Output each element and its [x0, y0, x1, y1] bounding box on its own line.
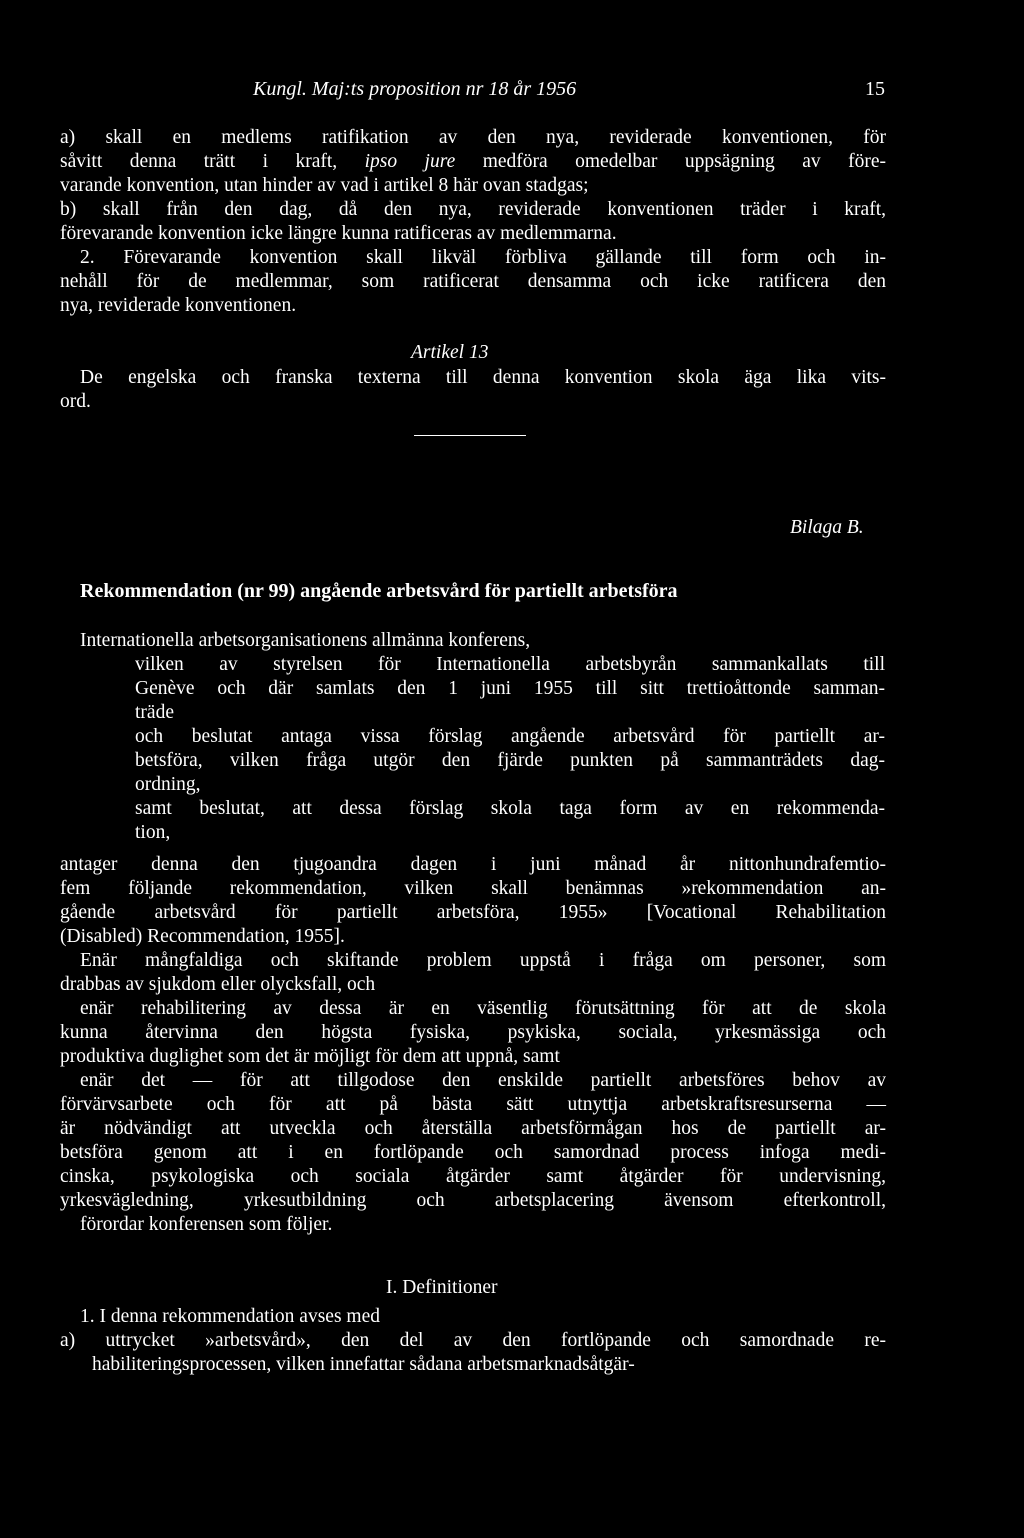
section-1-line-2: a) uttrycket »arbetsvård», den del av den fortlöpande och samordnade re- [60, 1330, 886, 1351]
article-13-line-2: ord. [60, 391, 91, 412]
section-1-heading: I. Definitioner [386, 1277, 498, 1298]
whereas-line-3: enär rehabilitering av dessa är en väsentlig förutsättning för att de skola [80, 998, 886, 1019]
para-b-line-1: b) skall från den dag, då den nya, reviderade konventionen träder i kraft, [60, 199, 886, 220]
para-2-line-1: 2. Förevarande konvention skall likväl förbliva gällande till form och in- [80, 247, 886, 268]
preamble-line-4: träde [135, 702, 174, 723]
annex-label: Bilaga B. [790, 517, 864, 538]
whereas-line-9: betsföra genom att i en fortlöpande och samordnad process infoga medi- [60, 1142, 886, 1163]
preamble-line-1: Internationella arbetsorganisationens allmänna konferens, [80, 630, 531, 651]
whereas-line-4: kunna återvinna den högsta fysiska, psykiska, sociala, yrkesmässiga och [60, 1022, 886, 1043]
para-a-line-3: varande konvention, utan hinder av vad i artikel 8 här ovan stadgas; [60, 175, 589, 196]
para-2-line-3: nya, reviderade konventionen. [60, 295, 297, 316]
whereas-line-12: förordar konferensen som följer. [80, 1214, 333, 1235]
adopts-line-4: (Disabled) Recommendation, 1955]. [60, 926, 345, 947]
whereas-line-6: enär det — för att tillgodose den enskilde partiellt arbetsföres behov av [80, 1070, 886, 1091]
article-13-line-1: De engelska och franska texterna till denna konvention skola äga lika vits- [80, 367, 886, 388]
whereas-line-11: yrkesvägledning, yrkesutbildning och arbetsplacering ävensom efterkontroll, [60, 1190, 886, 1211]
recommendation-title: Rekommendation (nr 99) angående arbetsvård för partiellt arbetsföra [80, 580, 678, 602]
adopts-line-1: antager denna den tjugoandra dagen i juni månad år nittonhundrafemtio- [60, 854, 886, 875]
section-1-line-1: 1. I denna rekommendation avses med [80, 1306, 380, 1327]
whereas-line-5: produktiva duglighet som det är möjligt för dem att uppnå, samt [60, 1046, 560, 1067]
preamble-line-5: och beslutat antaga vissa förslag angående arbetsvård för partiellt ar- [135, 726, 885, 747]
preamble-line-7: ordning, [135, 774, 201, 795]
whereas-line-7: förvärvsarbete och för att på bästa sätt utnyttja arbetskraftsresurserna — [60, 1094, 886, 1115]
whereas-line-8: är nödvändigt att utveckla och återställa arbetsförmågan hos de partiellt ar- [60, 1118, 886, 1139]
para-a-line-1: a) skall en medlems ratifikation av den nya, reviderade konventionen, för [60, 127, 886, 148]
adopts-line-3: gående arbetsvård för partiellt arbetsföra, 1955» [Vocational Rehabilitation [60, 902, 886, 923]
adopts-line-2: fem följande rekommendation, vilken skall benämnas »rekommendation an- [60, 878, 886, 899]
running-header-title: Kungl. Maj:ts proposition nr 18 år 1956 [253, 78, 577, 100]
para-2-line-2: nehåll för de medlemmar, som ratificerat densamma och icke ratificera den [60, 271, 886, 292]
article-13-heading: Artikel 13 [411, 342, 489, 363]
whereas-line-2: drabbas av sjukdom eller olycksfall, och [60, 974, 376, 995]
para-b-line-2: förevarande konvention icke längre kunna ratificeras av medlemmarna. [60, 223, 617, 244]
section-1-line-3: habiliteringsprocessen, vilken innefattar sådana arbetsmarknadsåtgär- [92, 1354, 635, 1375]
preamble-line-3: Genève och där samlats den 1 juni 1955 till sitt trettioåttonde samman- [135, 678, 885, 699]
whereas-line-1: Enär mångfaldiga och skiftande problem uppstå i fråga om personer, som [80, 950, 886, 971]
para-a-line-2 [60, 150, 886, 174]
preamble-line-2: vilken av styrelsen för Internationella arbetsbyrån sammankallats till [135, 654, 885, 675]
preamble-line-8: samt beslutat, att dessa förslag skola taga form av en rekommenda- [135, 798, 885, 819]
ipso-jure-emphasis: ipso jure [364, 151, 456, 172]
preamble-line-6: betsföra, vilken fråga utgör den fjärde punkten på sammanträdets dag- [135, 750, 885, 771]
preamble-line-9: tion, [135, 822, 171, 843]
page-number: 15 [865, 78, 885, 100]
para-a-line-2-post: medföra omedelbar uppsägning av före- [455, 151, 886, 172]
whereas-line-10: cinska, psykologiska och sociala åtgärder samt åtgärder för undervisning, [60, 1166, 886, 1187]
para-a-line-2-pre: såvitt denna trätt i kraft, [60, 151, 365, 172]
section-divider [414, 435, 526, 436]
